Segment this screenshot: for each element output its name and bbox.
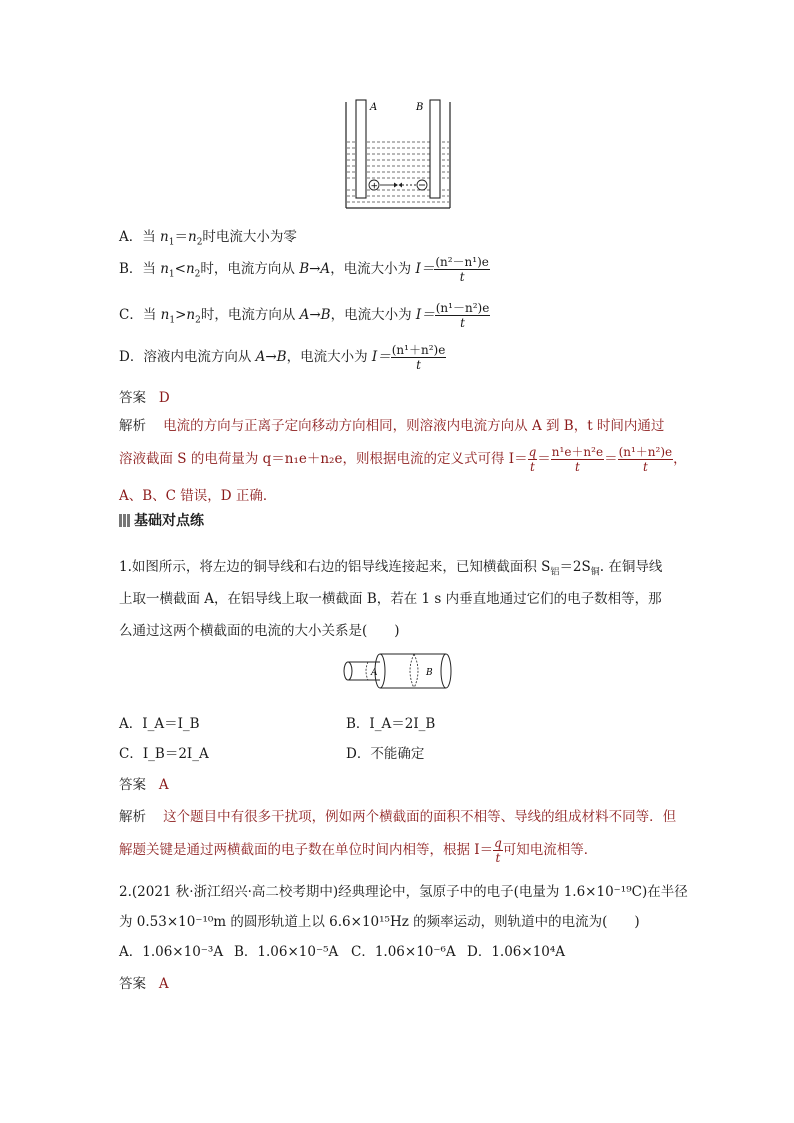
q2-option-c: C．1.06×10⁻⁶A xyxy=(351,944,456,960)
q1-option-c: C．I_B＝2I_A xyxy=(119,746,209,762)
option-a: A．当 $n_1=n_2$时电流大小为零 xyxy=(119,229,297,248)
analysis-line-2: 溶液截面 S 的电荷量为 q＝n₁e＋n₂e，则根据电流的定义式可得 I＝ $\frac{q}{t}$ ＝ $\frac{\text{n¹e＋n²e}}{t}$ ＝ $\frac{\text{(n¹＋n²)e}}{t}$ ， xyxy=(119,445,687,474)
wire-figure xyxy=(340,650,454,692)
q1-option-a: A．I_A＝I_B xyxy=(119,716,200,732)
q1-option-b: B．I_A＝2I_B xyxy=(346,716,436,732)
electrode-b-label: B xyxy=(416,102,424,113)
q1-analysis-line-2: 解题关键是通过两横截面的电子数在单位时间内相等，根据 I＝ $\frac{q}{t}$ 可知电流相等． xyxy=(119,836,598,865)
q1-option-d: D．不能确定 xyxy=(346,746,425,762)
option-d: D．溶液内电流方向从 A→B，电流大小为 I＝ $\frac{\text{(n¹＋n²)e}}{t}$ xyxy=(119,343,446,372)
q1-analysis-line-1: 解析 这个题目中有很多干扰项，例如两个横截面的面积不相等、导线的组成材料不同等．但 xyxy=(119,809,677,825)
section-a-label: A xyxy=(371,668,378,678)
svg-text:+: + xyxy=(370,181,379,192)
analysis-line-1: 解析 电流的方向与正离子定向移动方向相同，则溶液内电流方向从 A 到 B，t 时间内通过 xyxy=(119,418,665,434)
q2-option-d: D．1.06×10⁴A xyxy=(467,944,566,960)
q1-answer-line: 答案 A xyxy=(119,777,169,793)
q2-option-b: B．1.06×10⁻⁵A xyxy=(234,944,339,960)
analysis-line-3: A、B、C 错误，D 正确． xyxy=(119,488,277,504)
section-b-label: B xyxy=(426,668,433,678)
section-icon xyxy=(119,514,130,527)
q2-answer-line: 答案 A xyxy=(119,976,169,992)
q1-line-1: 1.如图所示，将左边的铜导线和右边的铝导线连接起来，已知横截面积 $S_铝=2S_铜$. 在铜导线 xyxy=(119,559,663,578)
section-title: 基础对点练 xyxy=(119,510,204,530)
q1-line-3: 么通过这两个横截面的电流的大小关系是( ) xyxy=(119,623,400,639)
electrolysis-figure xyxy=(340,98,456,212)
option-c: C．当 $n_1>n_2$时，电流方向从 A→B，电流大小为 I＝ $\frac{\text{(n¹－n²)e}}{t}$ xyxy=(119,301,490,330)
q1-line-2: 上取一横截面 A，在铝导线上取一横截面 B，若在 1 s 内垂直地通过它们的电子数相等，那 xyxy=(119,591,662,607)
q2-line-1: 2.(2021 秋·浙江绍兴·高二校考期中)经典理论中，氢原子中的电子(电量为 1.6×10⁻¹⁹C)在半径 xyxy=(119,884,688,900)
electrode-a-label: A xyxy=(370,102,378,113)
option-b: B．当 $n_1<n_2$时，电流方向从 B→A，电流大小为 I＝ $\frac{\text{(n²－n¹)e}}{t}$ xyxy=(119,255,489,284)
q2-option-a: A．1.06×10⁻³A xyxy=(119,944,224,960)
q2-line-2: 为 0.53×10⁻¹⁰m 的圆形轨道上以 6.6×10¹⁵Hz 的频率运动，则轨道中的电流为( ) xyxy=(119,914,640,930)
answer-line: 答案 D xyxy=(119,390,170,406)
